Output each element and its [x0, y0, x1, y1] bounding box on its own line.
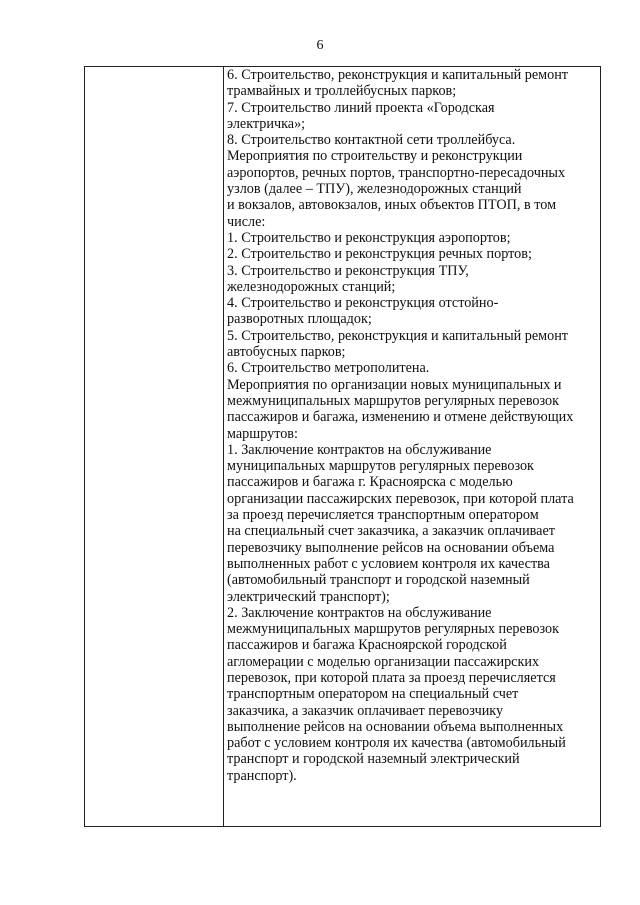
text-line: выполненных работ с условием контроля их качества	[227, 555, 550, 572]
text-line: 4. Строительство и реконструкция отстойно-	[227, 295, 499, 312]
text-line: транспорт).	[227, 767, 297, 784]
text-line: Мероприятия по организации новых муниципальных и	[227, 376, 562, 393]
text-line: муниципальных маршрутов регулярных перевозок	[227, 458, 534, 475]
text-line: аэропортов, речных портов, транспортно-пересадочных	[227, 164, 566, 181]
text-line: транспорт и городской наземный электрический	[227, 751, 520, 768]
text-line: числе:	[227, 213, 266, 230]
text-line: узлов (далее – ТПУ), железнодорожных станций	[227, 181, 522, 198]
text-line: пассажиров и багажа, изменению и отмене действующих	[227, 409, 574, 426]
text-line: и вокзалов, автовокзалов, иных объектов ПТОП, в том	[227, 197, 557, 214]
text-line: электричка»;	[227, 115, 306, 132]
text-line: 6. Строительство метрополитена.	[227, 360, 430, 377]
text-line: 6. Строительство, реконструкция и капитальный ремонт	[227, 67, 568, 83]
text-line: заказчика, а заказчик оплачивает перевозчику	[227, 702, 504, 719]
text-line: 5. Строительство, реконструкция и капитальный ремонт	[227, 327, 568, 344]
text-line: 7. Строительство линий проекта «Городская	[227, 99, 495, 116]
text-line: 1. Заключение контрактов на обслуживание	[227, 441, 492, 458]
text-line: выполнение рейсов на основании объема выполненных	[227, 718, 564, 735]
text-line: агломерации с моделью организации пассажирских	[227, 653, 540, 670]
text-line: организации пассажирских перевозок, при которой плата	[227, 490, 574, 507]
measures-table	[84, 66, 601, 827]
text-line: 2. Заключение контрактов на обслуживание	[227, 604, 492, 621]
text-line: 1. Строительство и реконструкция аэропортов;	[227, 229, 511, 246]
text-line: трамвайных и троллейбусных парков;	[227, 83, 457, 100]
text-line: разворотных площадок;	[227, 311, 372, 328]
text-line: межмуниципальных маршрутов регулярных перевозок	[227, 392, 560, 409]
table-left-cell	[85, 67, 224, 826]
text-line: транспортным оператором на специальный счет	[227, 686, 519, 703]
text-line: (автомобильный транспорт и городской наземный	[227, 572, 530, 589]
text-line: Мероприятия по строительству и реконструкции	[227, 148, 523, 165]
page-number: 6	[316, 38, 324, 53]
text-line: 2. Строительство и реконструкция речных портов;	[227, 246, 532, 263]
text-line: перевозчику выполнение рейсов на основании объема	[227, 539, 555, 556]
text-line: 8. Строительство контактной сети троллейбуса.	[227, 132, 516, 149]
text-line: железнодорожных станций;	[227, 278, 396, 295]
text-line: пассажиров и багажа Красноярской городской	[227, 637, 507, 654]
text-line: на специальный счет заказчика, а заказчик оплачивает	[227, 523, 555, 540]
text-line: работ с условием контроля их качества (автомобильный	[227, 735, 566, 752]
table-right-cell	[224, 67, 600, 826]
text-line: за проезд перечисляется транспортным оператором	[227, 507, 539, 524]
text-line: пассажиров и багажа г. Красноярска с моделью	[227, 474, 513, 491]
text-line: 3. Строительство и реконструкция ТПУ,	[227, 262, 469, 279]
text-line: электрический транспорт);	[227, 588, 390, 605]
text-line: перевозок, при которой плата за проезд перечисляется	[227, 669, 556, 686]
text-line: автобусных парков;	[227, 344, 346, 361]
text-line: маршрутов:	[227, 425, 298, 442]
text-line: межмуниципальных маршрутов регулярных перевозок	[227, 621, 560, 638]
